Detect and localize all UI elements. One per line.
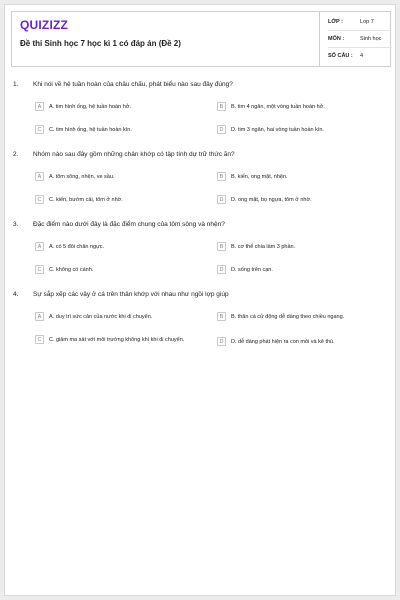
meta-row-count xyxy=(328,48,392,65)
question-text: Khi nói về hệ tuần hoàn của châu chấu, phát biểu nào sau đây đúng? xyxy=(33,81,233,88)
option-text: C. kiến, bướm cải, tôm ở nhờ. xyxy=(49,197,123,203)
meta-value: 4 xyxy=(360,53,364,59)
option-text: D. sống trên cạn. xyxy=(231,267,273,273)
option-letter-badge: C xyxy=(35,335,44,344)
meta-label: LỚP : xyxy=(328,14,360,31)
option-text: C. không có cánh. xyxy=(49,267,94,273)
meta-value: Lop 7 xyxy=(360,14,392,31)
question-number: 3. xyxy=(13,221,19,228)
header-divider xyxy=(319,12,320,66)
option-letter-badge: A xyxy=(35,102,44,111)
meta-row-subject xyxy=(328,31,392,48)
option-text: D. tim 3 ngăn, hai vòng tuần hoàn kín. xyxy=(231,127,324,133)
option-letter-badge: B xyxy=(217,102,226,111)
option-letter-badge: D xyxy=(217,125,226,134)
worksheet-title: Đề thi Sinh học 7 học kì 1 có đáp án (Đề 2) xyxy=(20,39,181,48)
option-letter-badge: B xyxy=(217,242,226,251)
option-letter-badge: B xyxy=(217,312,226,321)
option-text: A. có 5 đôi chân ngực. xyxy=(49,244,105,250)
option-letter-badge: C xyxy=(35,265,44,274)
option-letter-badge: D xyxy=(217,195,226,204)
option-text: A. tôm sông, nhện, ve sầu. xyxy=(49,174,115,180)
option-letter-badge: A xyxy=(35,312,44,321)
option-letter-badge: C xyxy=(35,125,44,134)
question-number: 1. xyxy=(13,81,19,88)
option-letter-badge: C xyxy=(35,195,44,204)
option-letter-badge: B xyxy=(217,172,226,181)
option-letter-badge: A xyxy=(35,172,44,181)
worksheet-meta xyxy=(328,14,392,64)
option-text: D. ong mật, bọ ngựa, tôm ở nhờ. xyxy=(231,197,312,203)
meta-label: MÔN : xyxy=(328,31,360,48)
option-letter-badge: D xyxy=(217,265,226,274)
worksheet-page xyxy=(4,4,396,596)
worksheet-header xyxy=(11,11,391,67)
option-text: B. tim 4 ngăn, một vòng tuần hoàn hở. xyxy=(231,104,325,110)
option-letter-badge: D xyxy=(217,337,226,346)
meta-row-class xyxy=(328,14,392,31)
option-text: C. giảm ma sát với môi trường không khí khi di chuyển. xyxy=(49,337,185,343)
option-text: A. tim hình ống, hệ tuần hoàn hở. xyxy=(49,104,131,110)
question-text: Sự sắp xếp các vây ở cá trên thân khớp với nhau như ngồi lợp giúp xyxy=(33,291,229,298)
option-text: B. thân cá cử động dễ dàng theo chiều ngang. xyxy=(231,314,345,320)
option-text: D. dễ dàng phát hiện ra con mồi và kẻ thù. xyxy=(231,339,335,345)
question-number: 2. xyxy=(13,151,19,158)
question-text: Đặc điểm nào dưới đây là đặc điểm chung của tôm sông và nhện? xyxy=(33,221,225,228)
option-text: B. cơ thể chia làm 3 phần. xyxy=(231,244,296,250)
question-number: 4. xyxy=(13,291,19,298)
option-text: A. duy trì sức cản của nước khi di chuyển. xyxy=(49,314,153,320)
quizizz-logo: QUIZIZZ xyxy=(20,18,69,32)
meta-value: Sinh học xyxy=(360,31,392,48)
meta-label: SỐ CÂU : xyxy=(328,53,353,59)
option-letter-badge: A xyxy=(35,242,44,251)
option-text: B. kiến, ong mật, nhện. xyxy=(231,174,288,180)
option-text: C. tim hình ống, hệ tuần hoàn kín. xyxy=(49,127,132,133)
question-text: Nhóm nào sau đây gồm những chân khớp có tập tính dự trữ thức ăn? xyxy=(33,151,235,158)
